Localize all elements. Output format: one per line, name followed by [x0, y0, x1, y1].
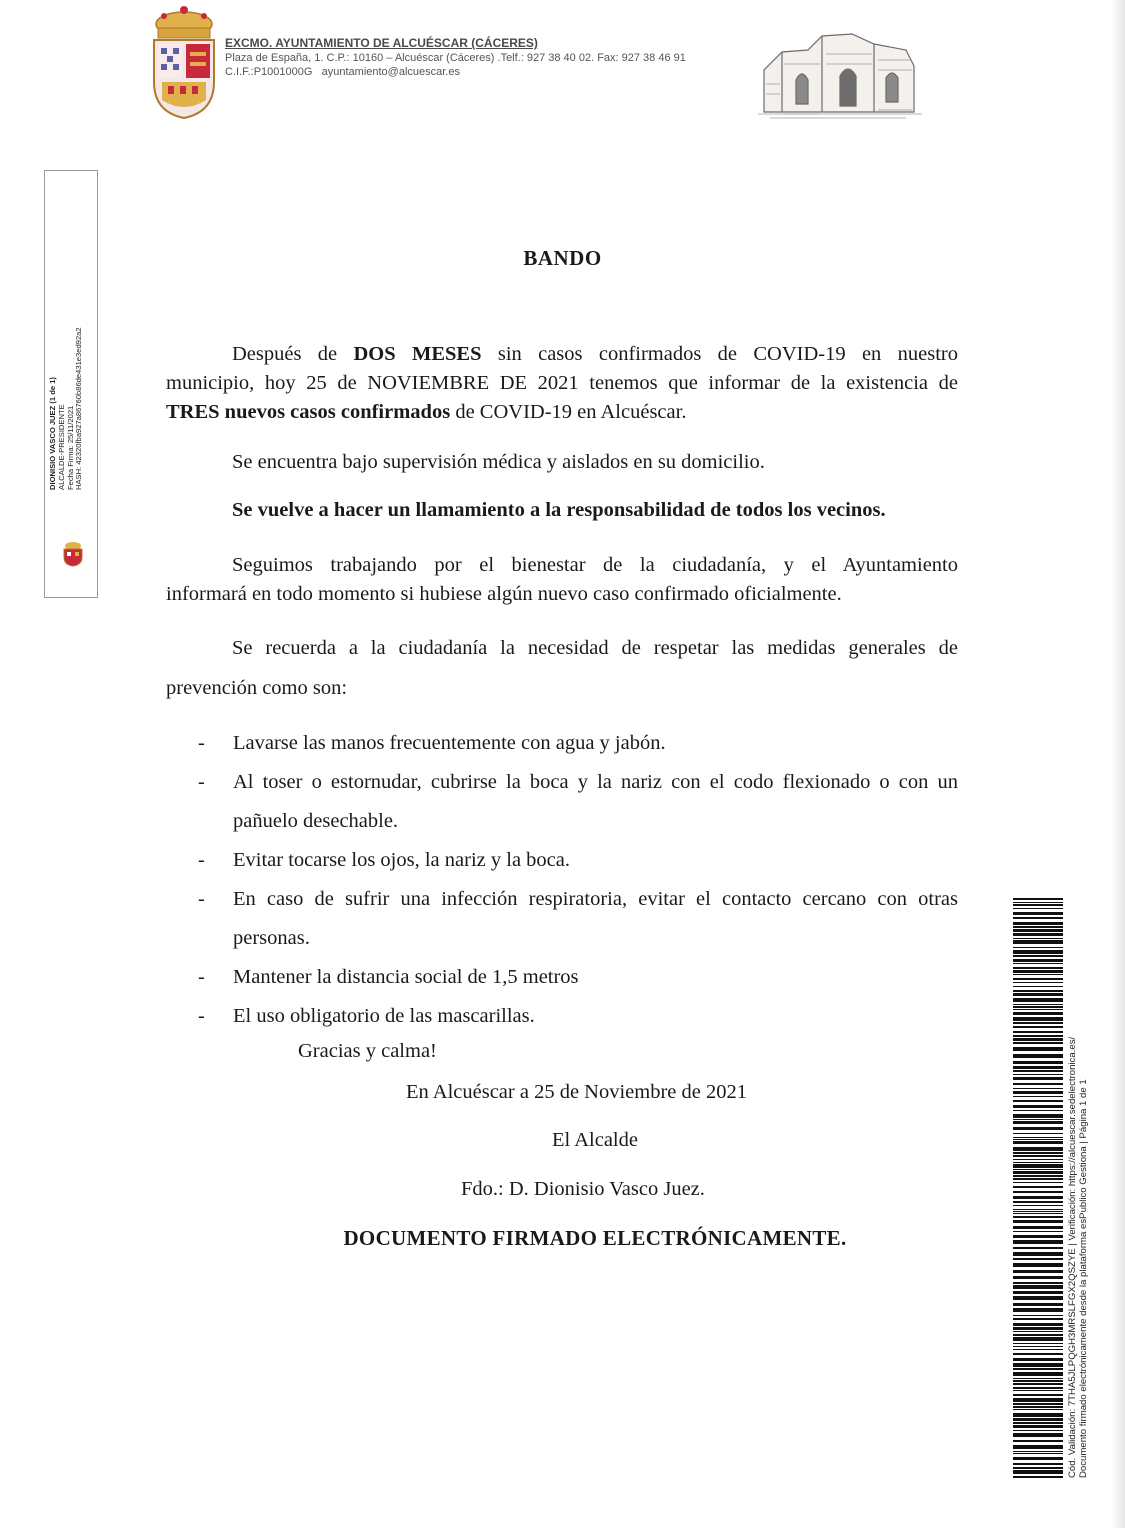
- barcode-bar: [1013, 1263, 1063, 1267]
- barcode-bar: [1013, 1240, 1063, 1244]
- barcode-bar: [1013, 1346, 1063, 1347]
- barcode-bar: [1013, 947, 1063, 948]
- barcode-bar: [1013, 1083, 1063, 1085]
- barcode-bar: [1013, 1031, 1063, 1033]
- barcode-bar: [1013, 1363, 1063, 1367]
- barcode-bar: [1013, 912, 1063, 915]
- list-item: [198, 841, 958, 880]
- measure-text: Al toser o estornudar, cubrirse la boca y la nariz con el codo flexionado o con un pañuelo desechable.: [233, 771, 958, 832]
- barcode-bar: [1013, 990, 1063, 992]
- barcode-bar: [1013, 1209, 1063, 1210]
- call-to-responsibility: [166, 496, 958, 525]
- barcode-bar: [1013, 963, 1063, 964]
- barcode-bar: [1013, 1119, 1063, 1120]
- letterhead: [225, 36, 686, 80]
- barcode-bar: [1013, 1006, 1063, 1008]
- barcode-bar: [1013, 1012, 1063, 1015]
- barcode-bar: [1013, 1247, 1063, 1249]
- measure-text: En caso de sufrir una infección respiratoria, evitar el contacto cercano con otras personas.: [233, 888, 958, 949]
- information-paragraph: [166, 551, 958, 609]
- list-item: [198, 724, 958, 763]
- barcode-bar: [1013, 1042, 1063, 1044]
- barcode-bar: [1013, 1291, 1063, 1294]
- barcode-bar: [1013, 982, 1063, 983]
- address-line: Plaza de España, 1. C.P.: 10160 – Alcuéscar (Cáceres) .Telf.: 927 38 40 02. Fax: 927 38 46 91: [225, 51, 686, 64]
- barcode-bar: [1013, 998, 1063, 1002]
- barcode-bar: [1013, 1004, 1063, 1005]
- measure-text: Lavarse las manos frecuentemente con agua y jabón.: [233, 732, 666, 754]
- barcode-bar: [1013, 1315, 1063, 1316]
- bullet: -: [198, 966, 205, 988]
- barcode-bar: [1013, 1121, 1063, 1124]
- p1-bold-months: DOS MESES: [353, 343, 482, 365]
- barcode-bar: [1013, 955, 1063, 957]
- p1-line-2: municipio, hoy 25 de NOVIEMBRE DE 2021 tenemos que informar de la existencia de: [166, 372, 958, 394]
- barcode-bar: [1013, 1091, 1063, 1094]
- barcode-bar: [1013, 1196, 1063, 1199]
- barcode-bar: [1013, 1440, 1063, 1442]
- barcode-bar: [1013, 1303, 1063, 1306]
- barcode-bar: [1013, 993, 1063, 996]
- p3-text: Se vuelve a hacer un llamamiento a la responsabilidad de todos los vecinos.: [232, 499, 886, 521]
- intro-paragraph: [166, 340, 958, 427]
- cif: C.I.F.:P1001000G: [225, 66, 313, 78]
- bullet: -: [198, 849, 205, 871]
- church-drawing: [756, 24, 926, 120]
- place-date-line: En Alcuéscar a 25 de Noviembre de 2021: [406, 1081, 747, 1103]
- barcode-bar: [1013, 978, 1063, 980]
- barcode-bar: [1013, 1110, 1063, 1111]
- signature-hash: HASH: 42320fba927a86760b86de431e3ed92a2: [74, 327, 84, 490]
- electronic-signature-note: DOCUMENTO FIRMADO ELECTRÓNICAMENTE.: [343, 1226, 847, 1250]
- bullet: -: [198, 771, 205, 793]
- barcode-bar: [1013, 1358, 1063, 1361]
- barcode-bar: [1013, 902, 1063, 903]
- barcode-bar: [1013, 1009, 1063, 1010]
- barcode-bar: [1013, 1409, 1063, 1410]
- barcode-bar: [1013, 1258, 1063, 1260]
- measure-text: Mantener la distancia social de 1,5 metros: [233, 966, 579, 988]
- barcode-bar: [1013, 1387, 1063, 1389]
- barcode-bar: [1013, 917, 1063, 919]
- signer-role: ALCALDE-PRESIDENTE: [56, 404, 66, 490]
- barcode-bar: [1013, 1147, 1063, 1151]
- barcode-bar: [1013, 1169, 1063, 1170]
- list-item: [198, 880, 958, 958]
- barcode-bar: [1013, 1252, 1063, 1256]
- barcode-bar: [1013, 950, 1063, 954]
- signature-details: [49, 190, 84, 490]
- barcode-bar: [1013, 1368, 1063, 1370]
- barcode-bar: [1013, 1088, 1063, 1089]
- barcode-bar: [1013, 1070, 1063, 1072]
- barcode-bar: [1013, 967, 1063, 969]
- barcode-bar: [1013, 1349, 1063, 1350]
- barcode-bar: [1013, 1061, 1063, 1064]
- p5-line-1: Se recuerda a la ciudadanía la necesidad de respetar las medidas generales de: [232, 637, 958, 659]
- page-edge: [1111, 0, 1125, 1528]
- barcode-bar: [1013, 1164, 1063, 1168]
- barcode-bar: [1013, 1220, 1063, 1223]
- barcode-bar: [1013, 1066, 1063, 1069]
- list-item: [198, 958, 958, 997]
- barcode-bar: [1013, 1201, 1063, 1203]
- supervision-paragraph: [166, 448, 958, 477]
- barcode-bar: [1013, 898, 1063, 900]
- barcode-bar: [1013, 1343, 1063, 1344]
- barcode-bar: [1013, 1226, 1063, 1229]
- barcode-bar: [1013, 1231, 1063, 1232]
- barcode-bar: [1013, 1139, 1063, 1140]
- barcode-bar: [1013, 1127, 1063, 1130]
- barcode-bar: [1013, 1463, 1063, 1465]
- barcode-bar: [1013, 1353, 1063, 1355]
- p1-bold-cases: TRES nuevos casos confirmados: [166, 401, 451, 423]
- barcode-bar: [1013, 1141, 1063, 1144]
- barcode-bar: [1013, 1285, 1063, 1289]
- barcode-bar: [1013, 1422, 1063, 1424]
- barcode-bar: [1013, 1035, 1063, 1037]
- barcode-bar: [1013, 929, 1063, 932]
- barcode-bar: [1013, 1445, 1063, 1449]
- barcode-bar: [1013, 1171, 1063, 1174]
- barcode-bar: [1013, 1114, 1063, 1118]
- list-item: [198, 763, 958, 841]
- barcode-bar: [1013, 1026, 1063, 1028]
- barcode-bar: [1013, 1178, 1063, 1180]
- barcode-bar: [1013, 1383, 1063, 1385]
- barcode-bar: [1013, 1162, 1063, 1163]
- barcode-bar: [1013, 1276, 1063, 1279]
- barcode-bar: [1013, 1038, 1063, 1041]
- barcode-bar: [1013, 1430, 1063, 1431]
- barcode-bar: [1013, 940, 1063, 944]
- barcode-bar: [1013, 1213, 1063, 1214]
- barcode-bar: [1013, 1394, 1063, 1396]
- prevention-measures-list: [198, 724, 958, 1036]
- barcode-bar: [1013, 1017, 1063, 1021]
- measure-text: Evitar tocarse los ojos, la nariz y la boca.: [233, 849, 570, 871]
- verification-barcode: [1013, 898, 1063, 1478]
- barcode-bar: [1013, 922, 1063, 925]
- barcode-bar: [1013, 904, 1063, 906]
- barcode-bar: [1013, 1191, 1063, 1193]
- barcode-bar: [1013, 1433, 1063, 1437]
- barcode-bar: [1013, 1372, 1063, 1376]
- verification-text: [1067, 958, 1089, 1478]
- bullet: -: [198, 732, 205, 754]
- signer-name: Fdo.: D. Dionisio Vasco Juez.: [461, 1178, 705, 1200]
- barcode-bar: [1013, 1327, 1063, 1330]
- barcode-bar: [1013, 1186, 1063, 1188]
- barcode-bar: [1013, 1216, 1063, 1218]
- barcode-bar: [1013, 974, 1063, 975]
- barcode-bar: [1013, 933, 1063, 936]
- p2-text: Se encuentra bajo supervisión médica y aislados en su domicilio.: [232, 451, 765, 473]
- p5-line-2: prevención como son:: [166, 677, 348, 699]
- platform-line: Documento firmado electrónicamente desde la plataforma esPublico Gestiona | Página 1 de 1: [1078, 1079, 1089, 1478]
- email: ayuntamiento@alcuescar.es: [321, 66, 460, 78]
- barcode-bar: [1013, 1074, 1063, 1075]
- barcode-bar: [1013, 1470, 1063, 1474]
- barcode-bar: [1013, 1378, 1063, 1379]
- barcode-bar: [1013, 926, 1063, 928]
- list-item: [198, 997, 958, 1036]
- barcode-bar: [1013, 1398, 1063, 1402]
- barcode-bar: [1013, 1047, 1063, 1051]
- barcode-bar: [1013, 1282, 1063, 1284]
- p1-text-f: de COVID-19 en Alcuéscar.: [450, 401, 687, 423]
- barcode-bar: [1013, 1105, 1063, 1108]
- signature-date: Fecha Firma: 25/11/2021: [65, 405, 75, 490]
- barcode-bar: [1013, 1403, 1063, 1405]
- barcode-bar: [1013, 1211, 1063, 1212]
- signer-name-label: DIONISIO VASCO JUEZ (1 de 1): [48, 377, 57, 490]
- barcode-bar: [1013, 1159, 1063, 1160]
- barcode-bar: [1013, 1425, 1063, 1428]
- barcode-bar: [1013, 970, 1063, 973]
- bullet: -: [198, 888, 205, 910]
- barcode-bar: [1013, 1155, 1063, 1157]
- barcode-bar: [1013, 1476, 1063, 1478]
- barcode-bar: [1013, 1334, 1063, 1336]
- barcode-bar: [1013, 1205, 1063, 1206]
- barcode-bar: [1013, 1413, 1063, 1417]
- barcode-bar: [1013, 1331, 1063, 1332]
- organization-name: EXCMO. AYUNTAMIENTO DE ALCUÉSCAR (CÁCERES): [225, 36, 538, 50]
- barcode-bar: [1013, 1182, 1063, 1183]
- barcode-bar: [1013, 959, 1063, 962]
- barcode-bar: [1013, 1451, 1063, 1452]
- cif-email-line: [225, 65, 686, 80]
- barcode-bar: [1013, 1380, 1063, 1382]
- barcode-bar: [1013, 1133, 1063, 1134]
- signer-title: El Alcalde: [552, 1129, 638, 1151]
- barcode-bar: [1013, 1406, 1063, 1408]
- barcode-bar: [1013, 1137, 1063, 1138]
- barcode-bar: [1013, 1175, 1063, 1177]
- bullet: -: [198, 1005, 205, 1027]
- barcode-bar: [1013, 1022, 1063, 1024]
- coat-of-arms-logo: [148, 4, 220, 120]
- thanks-line: Gracias y calma!: [298, 1040, 437, 1062]
- barcode-bar: [1013, 1096, 1063, 1097]
- small-crest-icon: [62, 541, 84, 567]
- document-title: BANDO: [523, 246, 602, 270]
- verification-code-line: Cód. Validación: 7THA5JLPQGH3MRSLFGX2QSZYE | Verificación: https://alcuescar.sedelectronica.es/: [1067, 1036, 1078, 1478]
- p4-line-2: informará en todo momento si hubiese algún nuevo caso confirmado oficialmente.: [166, 583, 842, 605]
- barcode-bar: [1013, 938, 1063, 939]
- barcode-bar: [1013, 1453, 1063, 1454]
- barcode-bar: [1013, 1100, 1063, 1102]
- barcode-bar: [1013, 986, 1063, 987]
- barcode-bar: [1013, 1054, 1063, 1058]
- barcode-bar: [1013, 1457, 1063, 1460]
- barcode-bar: [1013, 1308, 1063, 1312]
- barcode-bar: [1013, 908, 1063, 909]
- barcode-bar: [1013, 1152, 1063, 1154]
- p1-text-a: Después de: [232, 343, 354, 365]
- reminder-paragraph: [166, 628, 958, 708]
- barcode-bar: [1013, 1077, 1063, 1080]
- barcode-bar: [1013, 1323, 1063, 1326]
- barcode-bar: [1013, 1337, 1063, 1341]
- barcode-bar: [1013, 1318, 1063, 1320]
- barcode-bar: [1013, 1467, 1063, 1469]
- measure-text: El uso obligatorio de las mascarillas.: [233, 1005, 535, 1027]
- p1-text-c: sin casos confirmados de COVID-19 en nuestro: [481, 343, 958, 365]
- barcode-bar: [1013, 1296, 1063, 1300]
- barcode-bar: [1013, 1235, 1063, 1238]
- barcode-bar: [1013, 1418, 1063, 1421]
- barcode-bar: [1013, 1270, 1063, 1273]
- p4-line-1: Seguimos trabajando por el bienestar de la ciudadanía, y el Ayuntamiento: [232, 554, 958, 576]
- barcode-bar: [1013, 1390, 1063, 1391]
